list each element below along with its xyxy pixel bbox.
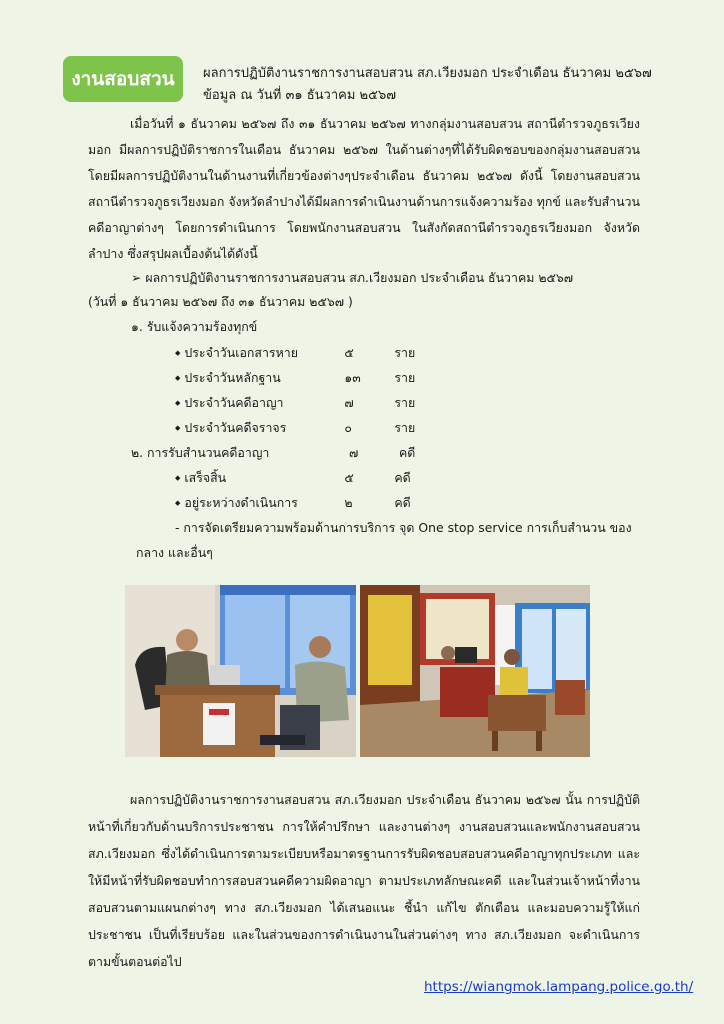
case-row: ◆ เสร็จสิ้น ๕ คดี	[175, 466, 411, 492]
photo-officer-desk-image	[125, 585, 356, 757]
conclusion-paragraph: ผลการปฏิบัติงานราชการงานสอบสวน สภ.เวียงมอก ประจำเดือน ธันวาคม ๒๕๖๗ นั้น การปฏิบัติหน้าที่เกี่ยวกับด้านบริการประชาชน การให้คำปรึกษา และงานต่างๆ งานสอบสวนและพนักงานสอบสวน สภ.เวียงมอก ซึ่งได้ดำเนินการตามระเบียบหรือมาตรฐานการรับผิดชอบสอบสวนคดีอาญาทุกประเภท และให้มีหน้าที่รับผิดชอบทำการสอบสวนคดีความผิดอาญา ตามประเภทลักษณะคดี และในส่วนเจ้าหน้าที่งานสอบสวนตามแผนกต่างๆ ทาง สภ.เวียงมอก ได้เสนอแนะ ชี้นำ แก้ไข ตักเตือน และมอบความรู้ให้แก่ประชาชน เป็นที่เรียบร้อย และในส่วนของการดำเนินงานในส่วนต่างๆ ทาง สภ.เวียงมอก จะดำเนินการตามขั้นตอนต่อไป	[88, 792, 640, 969]
complaint-row: ◆ ประจำวันคดีจราจร ๐ ราย	[175, 416, 415, 442]
complaint-row: ◆ ประจำวันหลักฐาน ๑๓ ราย	[175, 366, 415, 392]
photo-service-counter	[360, 585, 590, 757]
summary-period: (วันที่ ๑ ธันวาคม ๒๕๖๗ ถึง ๓๑ ธันวาคม ๒๕๖๗ )	[88, 294, 353, 309]
footer-link[interactable]: https://wiangmok.lampang.police.go.th/	[424, 979, 694, 995]
complaint-row: ◆ ประจำวันคดีอาญา ๗ ราย	[175, 391, 415, 417]
section2-title: ๒. การรับสำนวนคดีอาญา ๗ คดี	[131, 445, 416, 460]
section1-title: ๑. รับแจ้งความร้องทุกข์	[131, 319, 258, 334]
summary-title: ➢ ผลการปฏิบัติงานราชการงานสอบสวน สภ.เวียงมอก ประจำเดือน ธันวาคม ๒๕๖๗	[131, 270, 574, 285]
complaint-row: ◆ ประจำวันเอกสารหาย ๕ ราย	[175, 341, 415, 367]
section-badge: งานสอบสวน	[63, 56, 183, 102]
report-date: ข้อมูล ณ วันที่ ๓๑ ธันวาคม ๒๕๖๗	[203, 88, 396, 103]
note-line: - การจัดเตรียมความพร้อมด้านการบริการ จุด One stop service การเก็บสำนวน ของ	[175, 520, 632, 535]
intro-paragraph: เมื่อวันที่ ๑ ธันวาคม ๒๕๖๗ ถึง ๓๑ ธันวาคม ๒๕๖๗ ทางกลุ่มงานสอบสวน สถานีตำรวจภูธรเวียงมอก มีผลการปฏิบัติราชการในเดือน ธันวาคม ๒๕๖๗ ในด้านต่างๆที่ได้รับผิดชอบของกลุ่มงานสอบสวน โดยมีผลการปฏิบัติงานในด้านงานที่เกี่ยวข้องต่างๆประจำเดือน ธันวาคม ๒๕๖๗ ดังนี้ โดยงานสอบสวนสถานีตำรวจภูธรเวียงมอก จังหวัดลำปางได้มีผลการดำเนินงานด้านการแจ้งความร้อง ทุกข์ และรับสำนวนคดีอาญาต่างๆ โดยการดำเนินการ โดยพนักงานสอบสวน ในสังกัดสถานีตำรวจภูธรเวียงมอก จังหวัดลำปาง ซึ่งสรุปผลเบื้องต้นได้ดังนี้	[88, 116, 640, 261]
case-row: ◆ อยู่ระหว่างดำเนินการ ๒ คดี	[175, 491, 411, 517]
report-title: ผลการปฏิบัติงานราชการงานสอบสวน สภ.เวียงมอก ประจำเดือน ธันวาคม ๒๕๖๗	[203, 66, 652, 81]
note-line: กลาง และอื่นๆ	[136, 545, 213, 560]
photo-service-counter-image	[360, 585, 590, 757]
photo-officer-desk	[125, 585, 356, 757]
